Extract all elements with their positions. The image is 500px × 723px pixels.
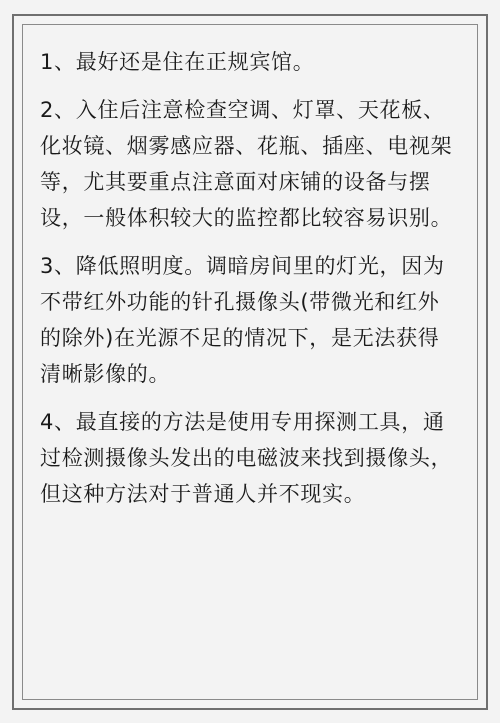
tip-paragraph-1: 1、最好还是住在正规宾馆。 [40,50,315,74]
document-frame [12,14,488,710]
tip-paragraph-2: 2、入住后注意检查空调、灯罩、天花板、化妆镜、烟雾感应器、花瓶、插座、电视架等，尤其要重点注意面对床铺的设备与摆设，一般体积较大的监控都比较容易识别。 [40,98,453,230]
tip-paragraph-3: 3、降低照明度。调暗房间里的灯光，因为不带红外功能的针孔摄像头(带微光和红外的除外)在光源不足的情况下，是无法获得清晰影像的。 [40,254,445,386]
tips-list [40,44,454,524]
tip-paragraph-4: 4、最直接的方法是使用专用探测工具，通过检测摄像头发出的电磁波来找到摄像头，但这种方法对于普通人并不现实。 [40,410,453,506]
